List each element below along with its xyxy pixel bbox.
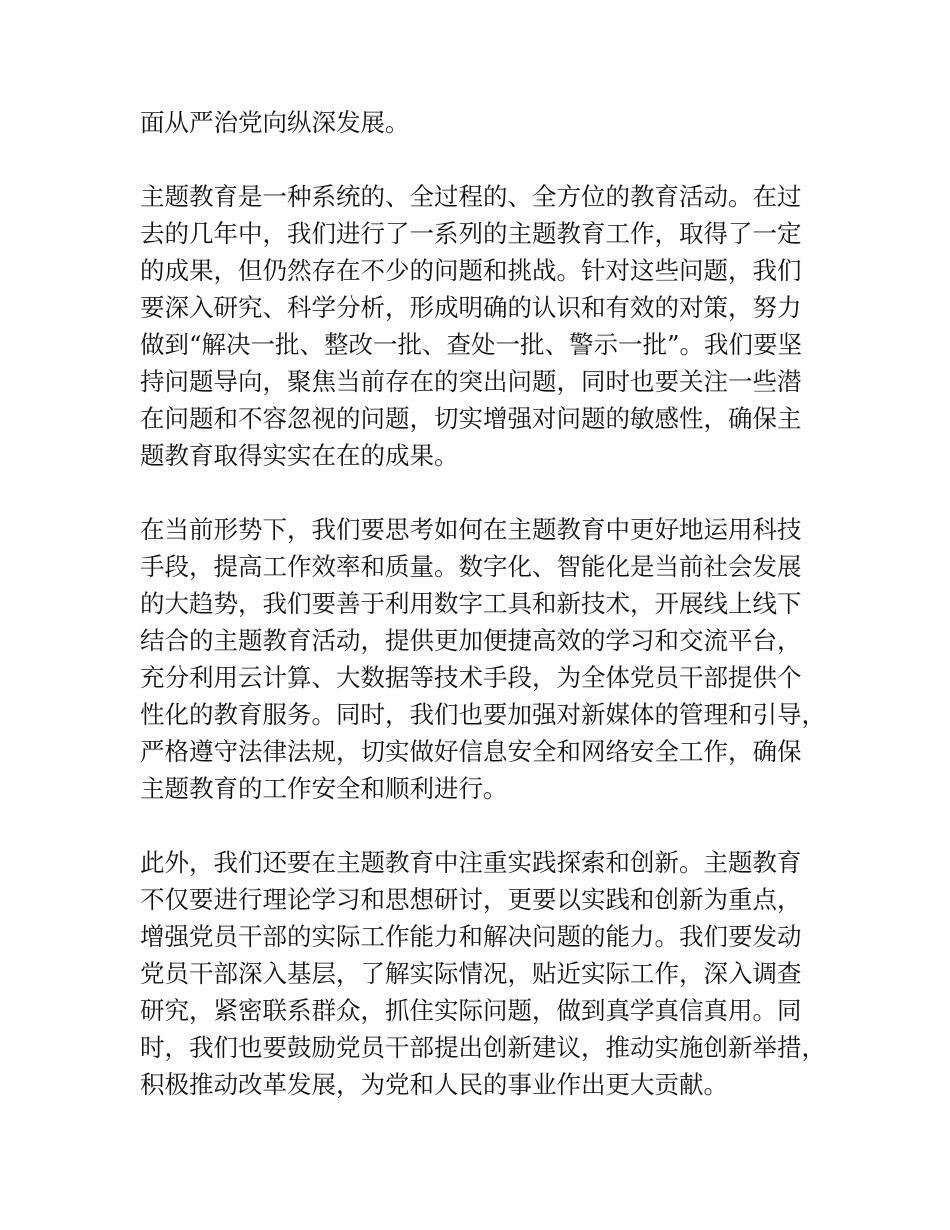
text-line: 面从严治党向纵深发展。 <box>140 108 410 137</box>
paragraph-4 <box>140 844 830 1103</box>
text-line: 充分利用云计算、大数据等技术手段，为全体党员干部提供个 <box>140 663 802 692</box>
text-line: 的大趋势，我们要善于利用数字工具和新技术，开展线上线下 <box>140 589 802 618</box>
text-line: 时，我们也要鼓励党员干部提出创新建议，推动实施创新举措， <box>140 1033 826 1062</box>
paragraph-spacer <box>140 474 830 511</box>
text-line: 结合的主题教育活动，提供更加便捷高效的学习和交流平台， <box>140 626 802 655</box>
text-line: 研究，紧密联系群众，抓住实际问题，做到真学真信真用。同 <box>140 996 802 1025</box>
text-line: 党员干部深入基层，了解实际情况，贴近实际工作，深入调查 <box>140 959 802 988</box>
paragraph-spacer <box>140 141 830 178</box>
text-line: 不仅要进行理论学习和思想研讨，更要以实践和创新为重点， <box>140 885 802 914</box>
text-line: 严格遵守法律法规，切实做好信息安全和网络安全工作，确保 <box>140 737 802 766</box>
text-line: 题教育取得实实在在的成果。 <box>140 441 459 470</box>
document-body <box>140 104 830 1103</box>
text-line: 主题教育是一种系统的、全过程的、全方位的教育活动。在过 <box>140 182 802 211</box>
text-line: 在问题和不容忽视的问题，切实增强对问题的敏感性，确保主 <box>140 404 802 433</box>
text-line: 做到“解决一批、整改一批、查处一批、警示一批”。我们要坚 <box>140 330 803 359</box>
paragraph-spacer <box>140 807 830 844</box>
text-line: 此外，我们还要在主题教育中注重实践探索和创新。主题教育 <box>140 848 802 877</box>
text-line: 积极推动改革发展，为党和人民的事业作出更大贡献。 <box>140 1070 728 1099</box>
text-line: 的成果，但仍然存在不少的问题和挑战。针对这些问题，我们 <box>140 256 802 285</box>
text-line: 要深入研究、科学分析，形成明确的认识和有效的对策，努力 <box>140 293 802 322</box>
text-line: 去的几年中，我们进行了一系列的主题教育工作，取得了一定 <box>140 219 802 248</box>
text-line: 性化的教育服务。同时，我们也要加强对新媒体的管理和引导， <box>140 700 826 729</box>
paragraph-1 <box>140 104 830 141</box>
text-line: 在当前形势下，我们要思考如何在主题教育中更好地运用科技 <box>140 515 802 544</box>
paragraph-3 <box>140 511 830 807</box>
text-line: 持问题导向，聚焦当前存在的突出问题，同时也要关注一些潜 <box>140 367 802 396</box>
text-line: 增强党员干部的实际工作能力和解决问题的能力。我们要发动 <box>140 922 802 951</box>
paragraph-2 <box>140 178 830 474</box>
text-line: 主题教育的工作安全和顺利进行。 <box>140 774 508 803</box>
text-line: 手段，提高工作效率和质量。数字化、智能化是当前社会发展 <box>140 552 802 581</box>
